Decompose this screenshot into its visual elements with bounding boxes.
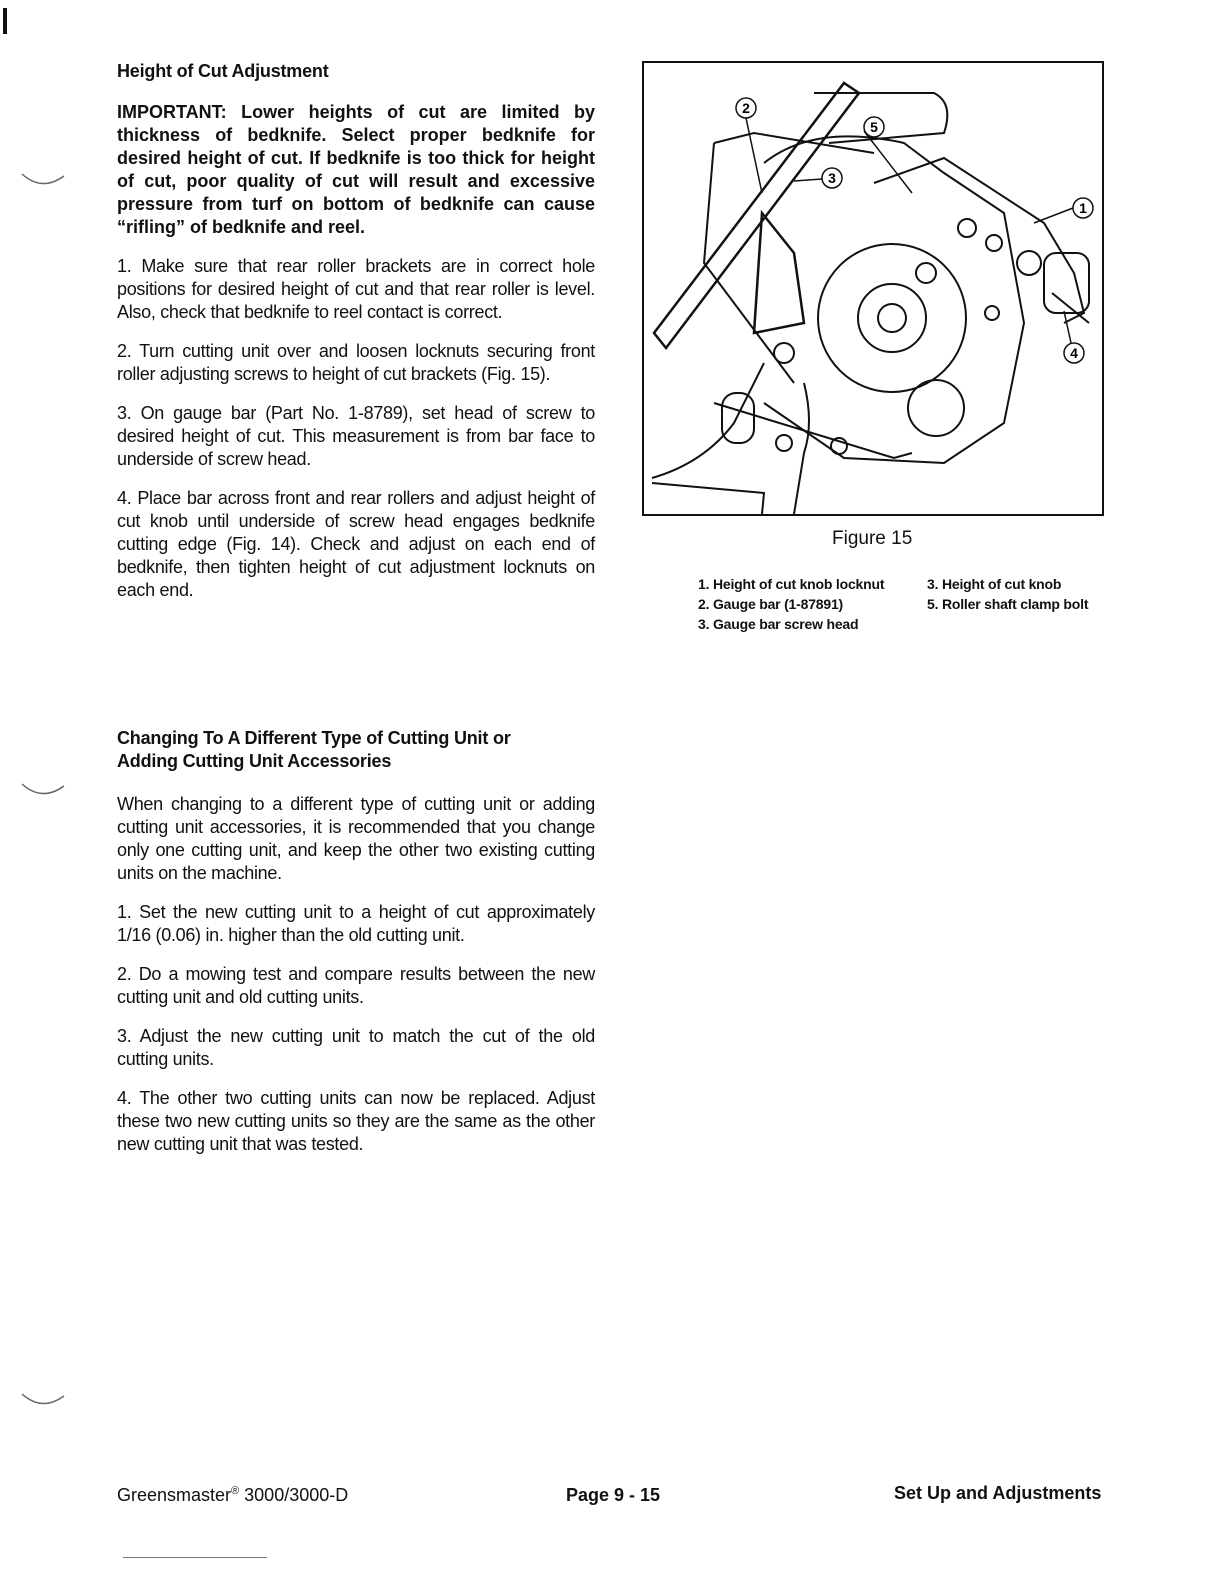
legend-item: 3. Height of cut knob xyxy=(927,576,1062,592)
step-paragraph: 2. Do a mowing test and compare results between the new cutting unit and old cutting units. xyxy=(117,964,595,1007)
step-paragraph: 3. Adjust the new cutting unit to match the cut of the old cutting units. xyxy=(117,1026,595,1069)
section-heading-line: Adding Cutting Unit Accessories xyxy=(117,751,392,771)
figure-legend-right xyxy=(927,574,1088,614)
footer-product-name: Greensmaster xyxy=(117,1485,232,1505)
registered-mark: ® xyxy=(231,1485,240,1497)
step-paragraph: 2. Turn cutting unit over and loosen locknuts securing front roller adjusting screws to height of cut brackets (Fig. 15). xyxy=(117,341,595,384)
footer-section-title: Set Up and Adjustments xyxy=(894,1483,1102,1503)
callout-1: 1 xyxy=(1079,200,1087,216)
callout-5: 5 xyxy=(870,119,878,135)
step-paragraph: 4. Place bar across front and rear rollers and adjust height of cut knob until underside of screw head engages bedknife cutting edge (Fig. 14). Check and adjust on each end of bedknife, then tighten height of cut adjustment locknuts on each end. xyxy=(117,488,595,600)
step-paragraph: 1. Set the new cutting unit to a height of cut approximately 1/16 (0.06) in. higher than the old cutting unit. xyxy=(117,902,595,945)
legend-item: 3. Gauge bar screw head xyxy=(698,616,859,632)
section-heading-line: Changing To A Different Type of Cutting Unit or xyxy=(117,728,511,748)
step-paragraph: 1. Make sure that rear roller brackets are in correct hole positions for desired height of cut and that rear roller is level. Also, check that bedknife to reel contact is correct. xyxy=(117,256,595,322)
callout-3: 3 xyxy=(828,170,836,186)
callout-2: 2 xyxy=(742,100,750,116)
margin-tick-mark xyxy=(20,1390,66,1412)
intro-paragraph: When changing to a different type of cutting unit or adding cutting unit accessories, it is recommended that you change only one cutting unit, and keep the other two existing cutting units on the machine. xyxy=(117,794,595,883)
margin-tick-mark xyxy=(20,780,66,802)
changing-cutting-unit-section xyxy=(117,727,595,1156)
margin-tick-mark xyxy=(20,170,66,192)
step-paragraph: 3. On gauge bar (Part No. 1-8789), set head of screw to desired height of cut. This measurement is from bar face to underside of screw head. xyxy=(117,403,595,469)
legend-item: 5. Roller shaft clamp bolt xyxy=(927,596,1089,612)
important-notice: IMPORTANT: Lower heights of cut are limited by thickness of bedknife. Select proper bedknife for desired height of cut. If bedknife is too thick for height of cut, poor quality of cut will result and excessive pressure from turf on bottom of bedknife can cause “rifling” of bedknife and reel. xyxy=(117,102,595,237)
step-paragraph: 4. The other two cutting units can now be replaced. Adjust these two new cutting units so they are the same as the other new cutting unit that was tested. xyxy=(117,1088,595,1154)
figure-title: Figure 15 xyxy=(832,528,913,549)
callout-4: 4 xyxy=(1070,345,1078,361)
figure-15-illustration xyxy=(642,61,1104,516)
figure-legend-left xyxy=(698,574,884,634)
footer-model: 3000/3000-D xyxy=(239,1485,349,1505)
page-edge-mark xyxy=(3,8,7,34)
cutting-unit-drawing xyxy=(644,63,1102,514)
height-of-cut-section xyxy=(117,60,595,602)
legend-item: 1. Height of cut knob locknut xyxy=(698,576,885,592)
legend-item: 2. Gauge bar (1-87891) xyxy=(698,596,843,612)
bottom-rule xyxy=(123,1557,267,1558)
footer-product xyxy=(117,1485,348,1506)
footer-page-number: Page 9 - 15 xyxy=(566,1485,661,1505)
section-heading: Height of Cut Adjustment xyxy=(117,61,329,81)
